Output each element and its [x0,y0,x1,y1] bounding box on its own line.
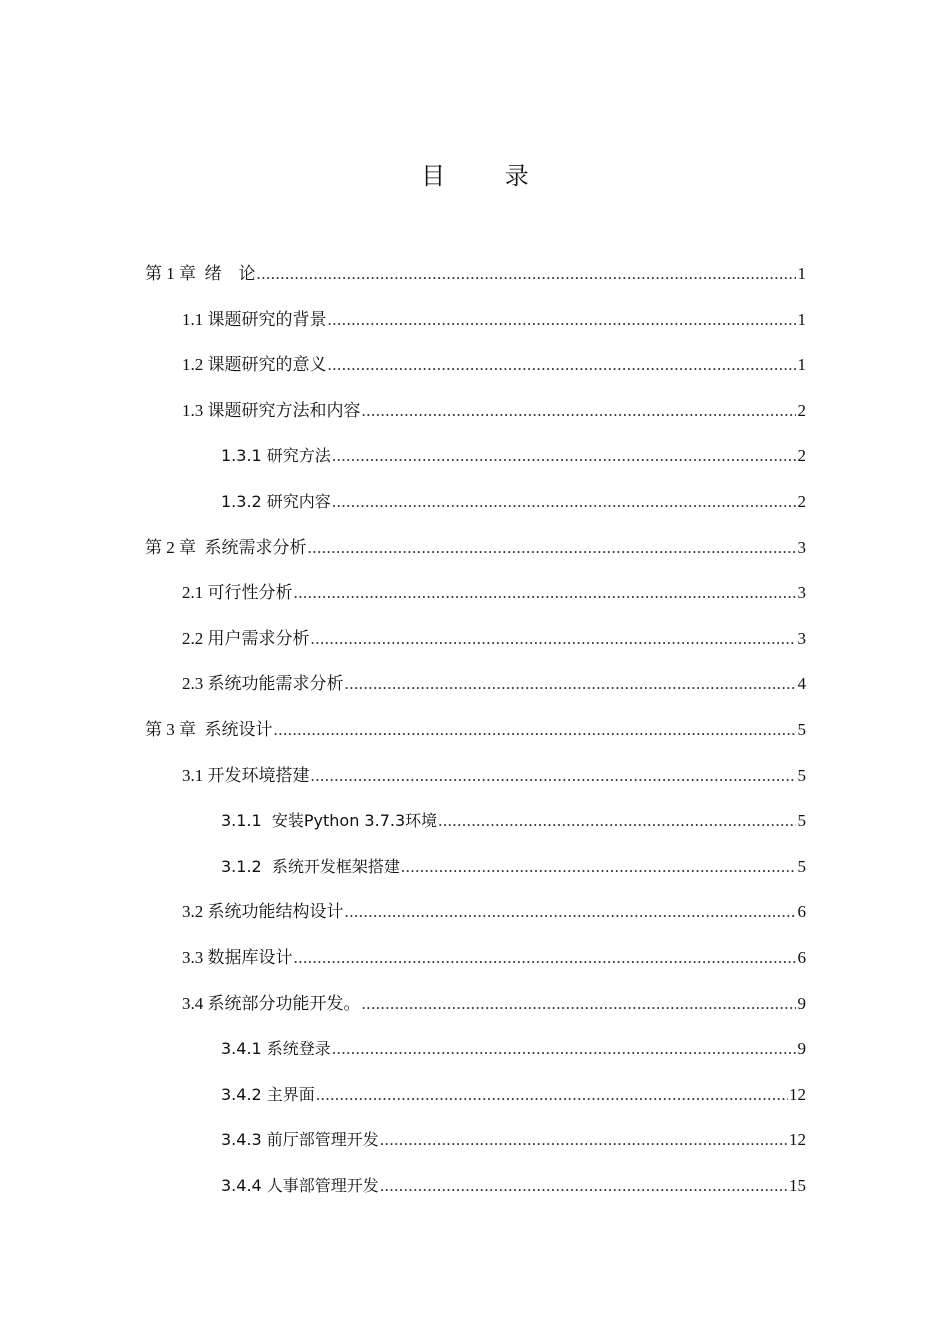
toc-entry[interactable] [145,1083,806,1129]
dot-leader [332,444,796,468]
toc-entry-label: 1.2 课题研究的意义 [182,355,327,375]
dot-leader [316,1083,788,1107]
toc-entry-label: 1.1 课题研究的背景 [182,309,327,329]
dot-leader [294,581,797,605]
toc-entry[interactable] [145,946,806,992]
toc-entry-label: 3.4.4 人事部管理开发 [221,1175,379,1195]
toc-entry-label: 3.2 系统功能结构设计 [182,902,344,922]
toc-page-number: 9 [797,1039,806,1059]
toc-entry[interactable] [145,1174,806,1220]
toc-entry[interactable] [145,1128,806,1174]
toc-entry[interactable] [145,900,806,946]
toc-entry-label: 3.1.2 系统开发框架搭建 [221,856,400,876]
dot-leader [438,809,796,833]
dot-leader [332,490,796,514]
dot-leader [362,399,797,423]
toc-page-number: 6 [797,902,806,922]
toc-page-number: 2 [797,491,806,511]
toc-entry[interactable] [145,581,806,627]
toc-entry-label: 2.3 系统功能需求分析 [182,674,344,694]
toc-entry-label: 2.1 可行性分析 [182,583,293,603]
toc-entry[interactable] [145,490,806,536]
dot-leader [294,946,797,970]
dot-leader [380,1174,788,1198]
dot-leader [345,900,797,924]
dot-leader [311,764,797,788]
dot-leader [328,353,797,377]
toc-page-number: 5 [797,765,806,785]
toc-entry[interactable] [145,672,806,718]
toc-page-number: 5 [797,811,806,831]
dot-leader [345,672,797,696]
dot-leader [380,1128,788,1152]
toc-entry-label: 第 3 章 系统设计 [145,719,273,739]
toc-entry-label: 2.2 用户需求分析 [182,628,310,648]
toc-entry[interactable] [145,718,806,764]
toc-page-number: 5 [797,719,806,739]
toc-entry[interactable] [145,308,806,354]
dot-leader [311,627,797,651]
toc-page-number: 15 [789,1175,806,1195]
toc-entry[interactable] [145,627,806,673]
dot-leader [362,992,797,1016]
toc-entry-label: 1.3.2 研究内容 [221,491,331,511]
toc-entry-label: 3.4.1 系统登录 [221,1039,331,1059]
dot-leader [257,262,797,286]
toc-page-number: 3 [797,583,806,603]
table-of-contents [145,262,806,1219]
toc-page-number: 4 [797,674,806,694]
toc-entry[interactable] [145,764,806,810]
dot-leader [308,536,797,560]
toc-page-number: 3 [797,628,806,648]
toc-entry[interactable] [145,536,806,582]
toc-entry-label: 3.4 系统部分功能开发。 [182,993,361,1013]
toc-page-number: 2 [797,446,806,466]
toc-entry[interactable] [145,399,806,445]
toc-page-number: 1 [797,309,806,329]
dot-leader [328,308,797,332]
toc-entry-label: 1.3.1 研究方法 [221,446,331,466]
toc-entry[interactable] [145,262,806,308]
toc-entry[interactable] [145,992,806,1038]
toc-page-number: 6 [797,947,806,967]
page-title: 目 录 [421,162,555,190]
toc-entry-label: 3.1 开发环境搭建 [182,765,310,785]
toc-page-number: 1 [797,355,806,375]
toc-entry-label: 第 2 章 系统需求分析 [145,537,307,557]
toc-entry-label: 第 1 章 绪 论 [145,264,256,283]
toc-entry-label: 3.4.2 主界面 [221,1084,315,1104]
toc-page-number: 5 [797,856,806,876]
toc-page-number: 9 [797,993,806,1013]
dot-leader [401,855,796,879]
toc-entry[interactable] [145,1037,806,1083]
toc-page-number: 12 [789,1084,806,1104]
toc-page-number: 1 [797,264,806,283]
toc-entry[interactable] [145,444,806,490]
dot-leader [274,718,797,742]
toc-entry[interactable] [145,809,806,855]
toc-entry-label: 3.3 数据库设计 [182,947,293,967]
toc-entry-label: 3.1.1 安装Python 3.7.3环境 [221,811,438,831]
toc-entry-label: 3.4.3 前厅部管理开发 [221,1130,379,1150]
toc-page-number: 3 [797,537,806,557]
dot-leader [332,1037,796,1061]
toc-page-number: 2 [797,400,806,420]
toc-entry[interactable] [145,855,806,901]
toc-entry[interactable] [145,353,806,399]
toc-entry-label: 1.3 课题研究方法和内容 [182,400,361,420]
toc-page-number: 12 [789,1130,806,1150]
